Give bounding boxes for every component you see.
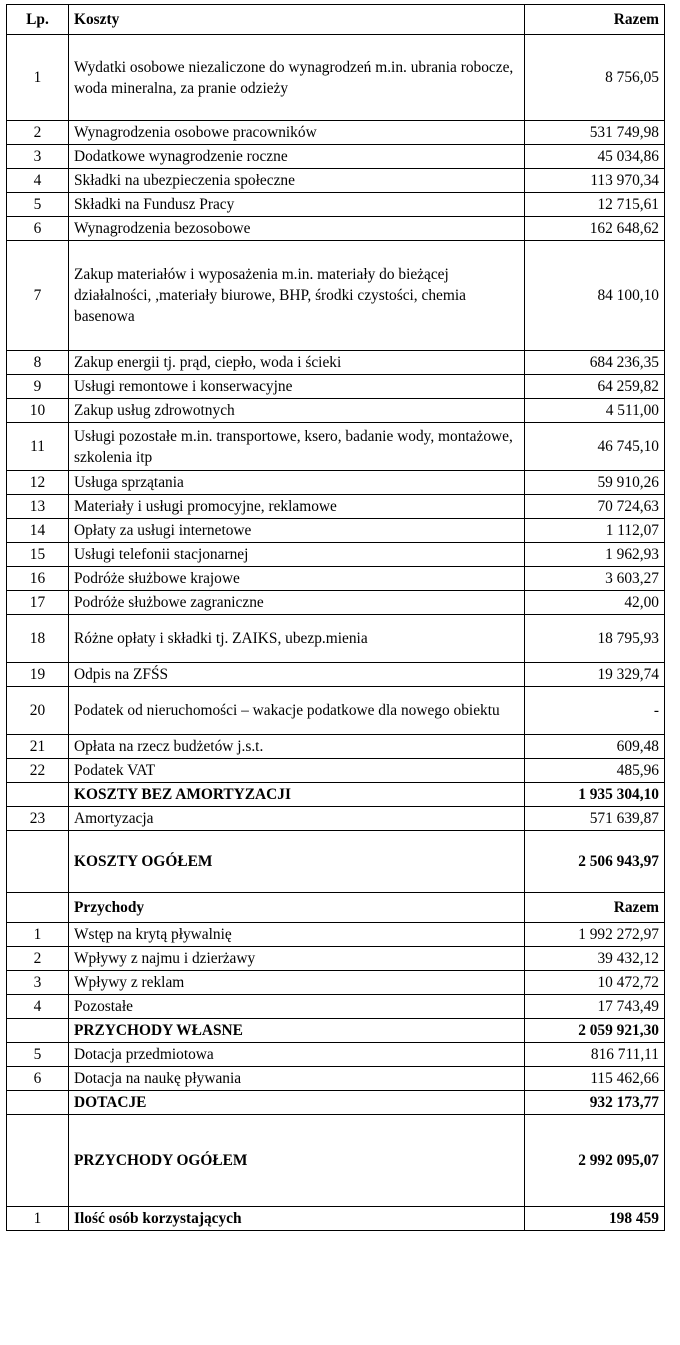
- costs-grand-lp-empty: [7, 831, 69, 893]
- cost-lp: 16: [7, 567, 69, 591]
- table-row: [7, 121, 665, 145]
- revenue-total: 1 992 272,97: [525, 923, 665, 947]
- subsidies-total-label: DOTACJE: [69, 1091, 525, 1115]
- users-value: 198 459: [525, 1207, 665, 1231]
- cost-lp: 12: [7, 471, 69, 495]
- cost-name: Zakup usług zdrowotnych: [69, 399, 525, 423]
- cost-name: Wynagrodzenia osobowe pracowników: [69, 121, 525, 145]
- cost-total: 609,48: [525, 735, 665, 759]
- subsidies-total-row: [7, 1091, 665, 1115]
- cost-name: Wydatki osobowe niezaliczone do wynagrodzeń m.in. ubrania robocze, woda mineralna, za pranie odzieży: [69, 35, 525, 121]
- cost-total: 485,96: [525, 759, 665, 783]
- cost-total: 4 511,00: [525, 399, 665, 423]
- subsidy-name: Dotacja przedmiotowa: [69, 1043, 525, 1067]
- revenue-total: 39 432,12: [525, 947, 665, 971]
- cost-lp: 2: [7, 121, 69, 145]
- revenues-grand-total-value: 2 992 095,07: [525, 1115, 665, 1207]
- revenue-name: Wpływy z reklam: [69, 971, 525, 995]
- cost-total: 84 100,10: [525, 241, 665, 351]
- costs-grand-total-label: KOSZTY OGÓŁEM: [69, 831, 525, 893]
- cost-total: 64 259,82: [525, 375, 665, 399]
- costs-grand-total-value: 2 506 943,97: [525, 831, 665, 893]
- subsidies-total-value: 932 173,77: [525, 1091, 665, 1115]
- table-row: [7, 241, 665, 351]
- subsidy-lp: 6: [7, 1067, 69, 1091]
- cost-total: 162 648,62: [525, 217, 665, 241]
- table-row: [7, 399, 665, 423]
- own-revenue-label: PRZYCHODY WŁASNE: [69, 1019, 525, 1043]
- cost-name: Opłaty za usługi internetowe: [69, 519, 525, 543]
- cost-total: 531 749,98: [525, 121, 665, 145]
- own-revenue-value: 2 059 921,30: [525, 1019, 665, 1043]
- table-row: [7, 567, 665, 591]
- table-row: [7, 519, 665, 543]
- costs-total-header: Razem: [525, 5, 665, 35]
- costs-subtotal-label: KOSZTY BEZ AMORTYZACJI: [69, 783, 525, 807]
- subsidy-lp: 5: [7, 1043, 69, 1067]
- cost-lp: 4: [7, 169, 69, 193]
- table-body: [7, 5, 665, 1231]
- revenues-grand-total-row: [7, 1115, 665, 1207]
- cost-lp: 6: [7, 217, 69, 241]
- table-row: [7, 591, 665, 615]
- table-row: [7, 169, 665, 193]
- cost-total: 12 715,61: [525, 193, 665, 217]
- cost-total: 684 236,35: [525, 351, 665, 375]
- table-row: [7, 495, 665, 519]
- costs-subtotal-value: 1 935 304,10: [525, 783, 665, 807]
- cost-lp: 7: [7, 241, 69, 351]
- cost-name: Usługi telefonii stacjonarnej: [69, 543, 525, 567]
- revenues-header-row: [7, 893, 665, 923]
- lp-header: Lp.: [7, 5, 69, 35]
- amortization-lp: 23: [7, 807, 69, 831]
- revenue-lp: 2: [7, 947, 69, 971]
- cost-name: Wynagrodzenia bezosobowe: [69, 217, 525, 241]
- revenue-total: 10 472,72: [525, 971, 665, 995]
- cost-total: 42,00: [525, 591, 665, 615]
- amortization-name: Amortyzacja: [69, 807, 525, 831]
- revenues-header: Przychody: [69, 893, 525, 923]
- cost-total: -: [525, 687, 665, 735]
- cost-total: 19 329,74: [525, 663, 665, 687]
- cost-lp: 18: [7, 615, 69, 663]
- subsidy-total: 816 711,11: [525, 1043, 665, 1067]
- cost-name: Składki na ubezpieczenia społeczne: [69, 169, 525, 193]
- costs-header: Koszty: [69, 5, 525, 35]
- cost-name: Zakup energii tj. prąd, ciepło, woda i ścieki: [69, 351, 525, 375]
- revenue-name: Wpływy z najmu i dzierżawy: [69, 947, 525, 971]
- table-row: [7, 217, 665, 241]
- cost-total: 70 724,63: [525, 495, 665, 519]
- cost-total: 59 910,26: [525, 471, 665, 495]
- table-row: [7, 615, 665, 663]
- cost-name: Usługi pozostałe m.in. transportowe, ksero, badanie wody, montażowe, szkolenia itp: [69, 423, 525, 471]
- cost-name: Podatek VAT: [69, 759, 525, 783]
- table-row: [7, 375, 665, 399]
- cost-lp: 10: [7, 399, 69, 423]
- revenues-grand-lp-empty: [7, 1115, 69, 1207]
- revenue-name: Pozostałe: [69, 995, 525, 1019]
- cost-lp: 19: [7, 663, 69, 687]
- revenue-lp: 4: [7, 995, 69, 1019]
- cost-total: 18 795,93: [525, 615, 665, 663]
- cost-lp: 3: [7, 145, 69, 169]
- cost-name: Podróże służbowe krajowe: [69, 567, 525, 591]
- cost-name: Dodatkowe wynagrodzenie roczne: [69, 145, 525, 169]
- amortization-row: [7, 807, 665, 831]
- revenues-grand-total-label: PRZYCHODY OGÓŁEM: [69, 1115, 525, 1207]
- own-revenue-lp-empty: [7, 1019, 69, 1043]
- cost-lp: 20: [7, 687, 69, 735]
- cost-name: Odpis na ZFŚS: [69, 663, 525, 687]
- cost-name: Zakup materiałów i wyposażenia m.in. materiały do bieżącej działalności, ,materiały biurowe, BHP, środki czystości, chemia basenowa: [69, 241, 525, 351]
- revenue-total: 17 743,49: [525, 995, 665, 1019]
- cost-name: Podatek od nieruchomości – wakacje podatkowe dla nowego obiektu: [69, 687, 525, 735]
- cost-name: Składki na Fundusz Pracy: [69, 193, 525, 217]
- cost-name: Materiały i usługi promocyjne, reklamowe: [69, 495, 525, 519]
- table-row: [7, 735, 665, 759]
- table-row: [7, 759, 665, 783]
- revenue-lp: 3: [7, 971, 69, 995]
- cost-name: Podróże służbowe zagraniczne: [69, 591, 525, 615]
- revenues-total-header: Razem: [525, 893, 665, 923]
- table-row: [7, 145, 665, 169]
- table-row: [7, 35, 665, 121]
- costs-header-row: [7, 5, 665, 35]
- table-row: [7, 971, 665, 995]
- users-row: [7, 1207, 665, 1231]
- subsidies-lp-empty: [7, 1091, 69, 1115]
- revenue-name: Wstęp na krytą pływalnię: [69, 923, 525, 947]
- cost-total: 3 603,27: [525, 567, 665, 591]
- cost-total: 8 756,05: [525, 35, 665, 121]
- table-row: [7, 423, 665, 471]
- cost-lp: 22: [7, 759, 69, 783]
- cost-name: Usługi remontowe i konserwacyjne: [69, 375, 525, 399]
- cost-lp: 21: [7, 735, 69, 759]
- cost-revenue-table: [6, 4, 665, 1231]
- amortization-total: 571 639,87: [525, 807, 665, 831]
- cost-total: 45 034,86: [525, 145, 665, 169]
- cost-name: Różne opłaty i składki tj. ZAIKS, ubezp.mienia: [69, 615, 525, 663]
- cost-total: 113 970,34: [525, 169, 665, 193]
- table-row: [7, 663, 665, 687]
- cost-name: Usługa sprzątania: [69, 471, 525, 495]
- cost-total: 1 962,93: [525, 543, 665, 567]
- revenues-header-lp-empty: [7, 893, 69, 923]
- table-row: [7, 947, 665, 971]
- table-row: [7, 687, 665, 735]
- own-revenue-row: [7, 1019, 665, 1043]
- cost-name: Opłata na rzecz budżetów j.s.t.: [69, 735, 525, 759]
- cost-lp: 11: [7, 423, 69, 471]
- table-row: [7, 995, 665, 1019]
- cost-lp: 13: [7, 495, 69, 519]
- cost-lp: 14: [7, 519, 69, 543]
- cost-total: 1 112,07: [525, 519, 665, 543]
- cost-lp: 1: [7, 35, 69, 121]
- table-row: [7, 543, 665, 567]
- subtotal-lp-empty: [7, 783, 69, 807]
- revenue-lp: 1: [7, 923, 69, 947]
- table-row: [7, 923, 665, 947]
- cost-lp: 17: [7, 591, 69, 615]
- subsidy-name: Dotacja na naukę pływania: [69, 1067, 525, 1091]
- cost-lp: 15: [7, 543, 69, 567]
- table-row: [7, 471, 665, 495]
- cost-lp: 8: [7, 351, 69, 375]
- cost-lp: 9: [7, 375, 69, 399]
- users-lp: 1: [7, 1207, 69, 1231]
- costs-grand-total-row: [7, 831, 665, 893]
- cost-lp: 5: [7, 193, 69, 217]
- cost-total: 46 745,10: [525, 423, 665, 471]
- table-row: [7, 1067, 665, 1091]
- subsidy-total: 115 462,66: [525, 1067, 665, 1091]
- table-row: [7, 1043, 665, 1067]
- table-row: [7, 193, 665, 217]
- costs-subtotal-row: [7, 783, 665, 807]
- table-row: [7, 351, 665, 375]
- users-label: Ilość osób korzystających: [69, 1207, 525, 1231]
